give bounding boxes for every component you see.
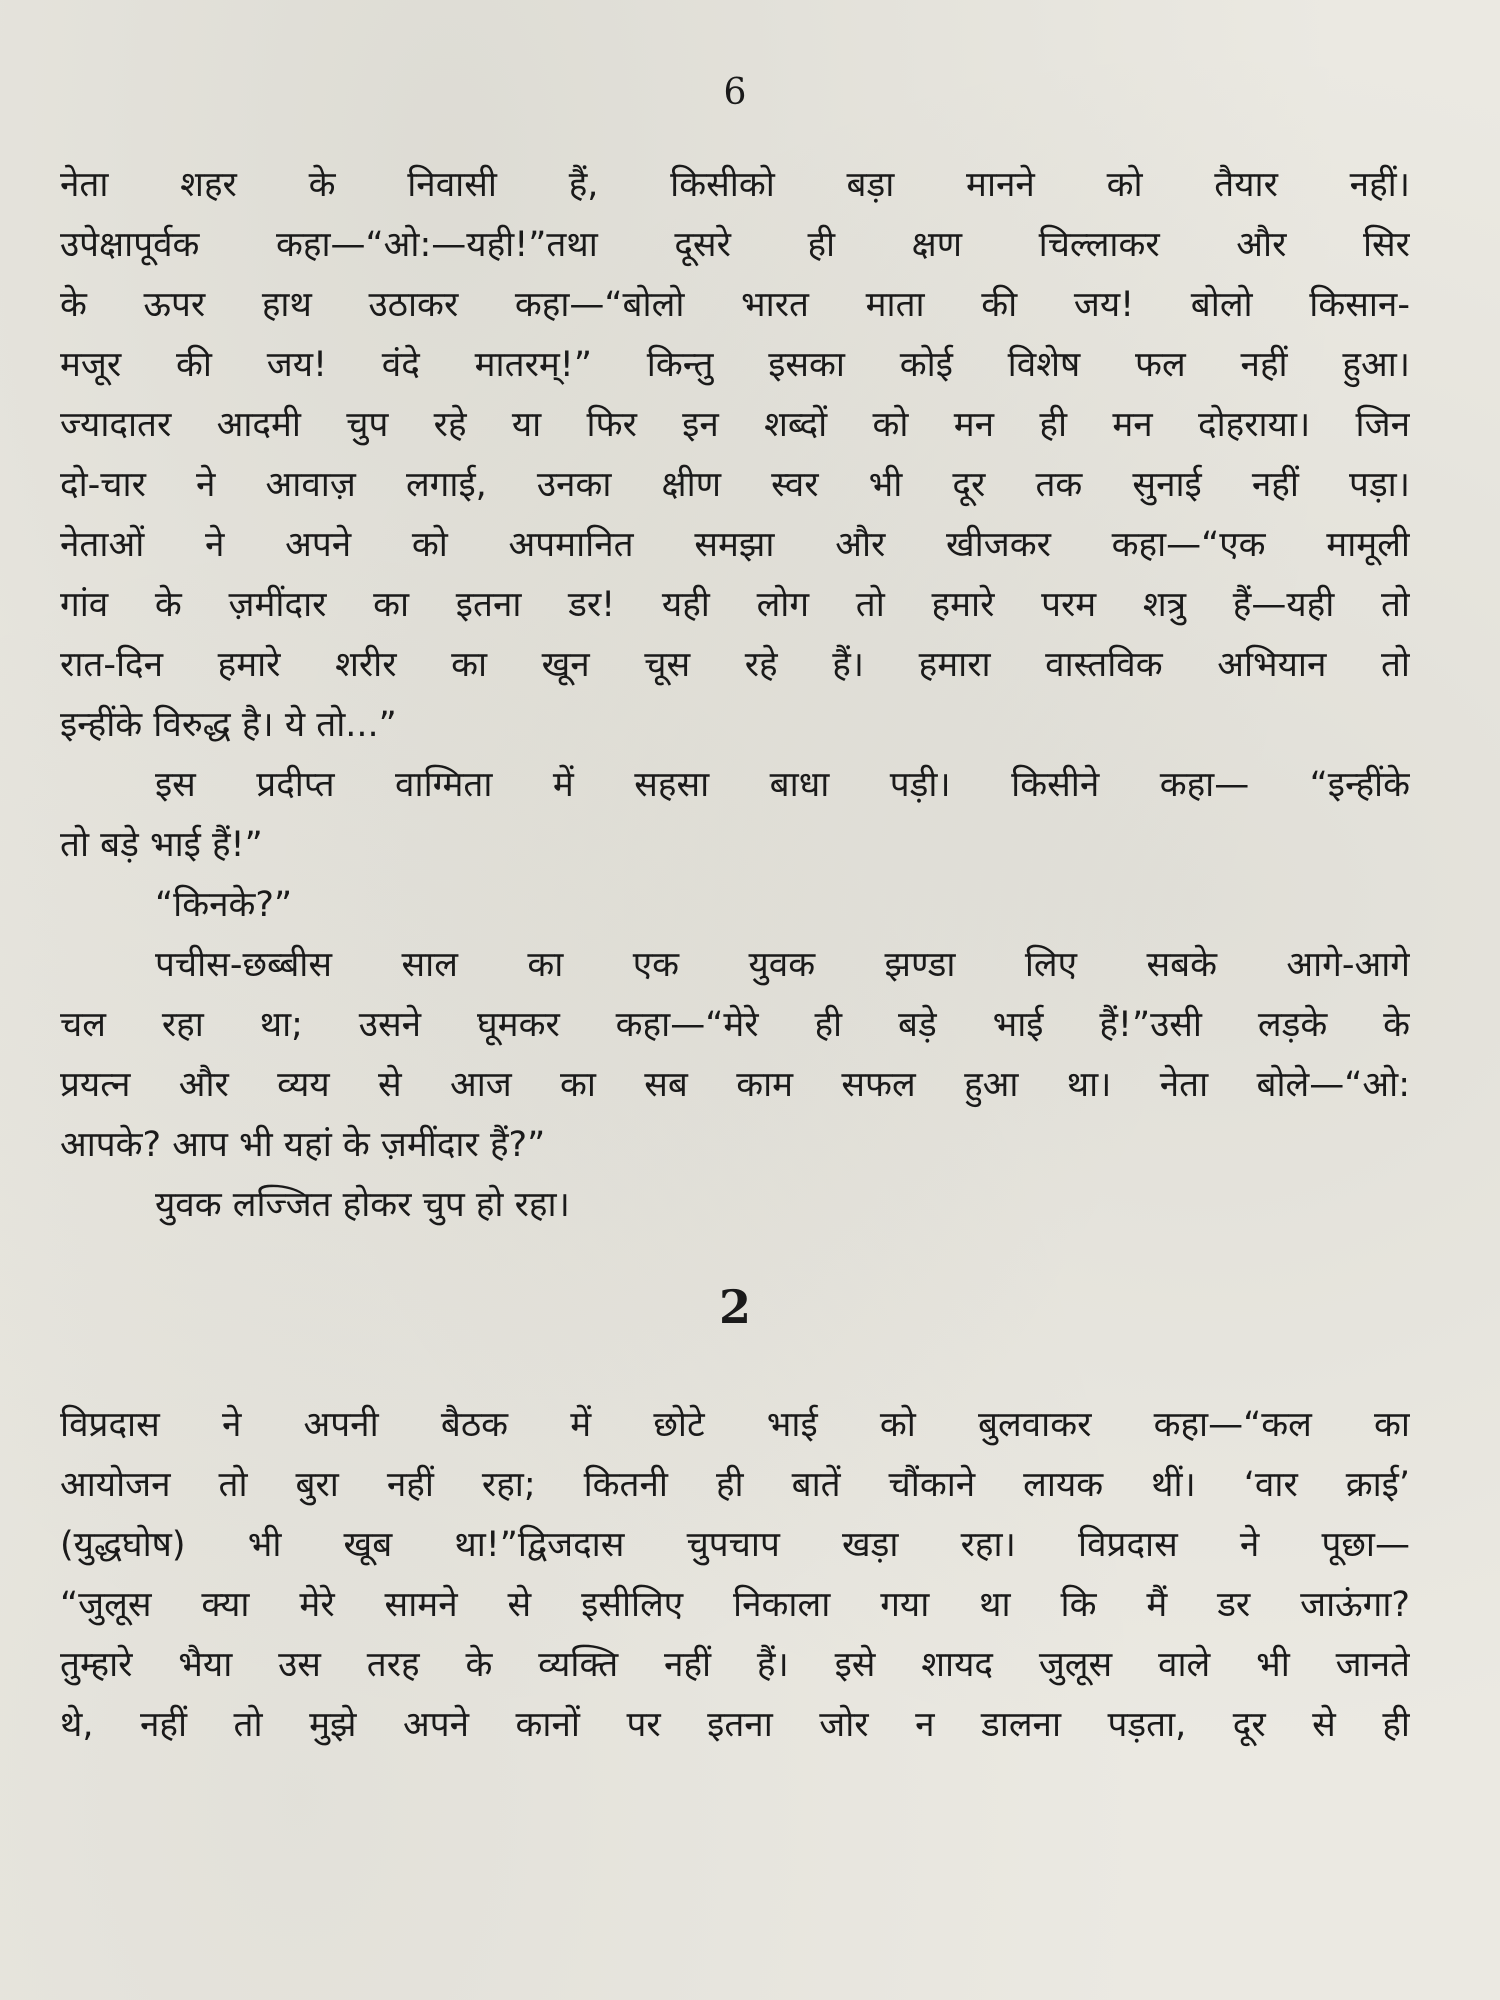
paragraph-block-2 (60, 1395, 1410, 1755)
text-line: रात-दिन हमारे शरीर का खून चूस रहे हैं। हमारा वास्तविक अभियान तो (60, 645, 1410, 685)
paragraph-block-1 (60, 155, 1410, 1235)
text-line: “किनके?” (155, 885, 293, 925)
text-line: चल रहा था; उसने घूमकर कहा—“मेरे ही बड़े भाई हैं!”उसी लड़के के (60, 1005, 1410, 1045)
text-line: आयोजन तो बुरा नहीं रहा; कितनी ही बातें चौंकाने लायक थीं। ‘वार क्राई’ (60, 1465, 1410, 1505)
text-line: तो बड़े भाई हैं!” (60, 825, 263, 865)
text-line: नेताओं ने अपने को अपमानित समझा और खीजकर कहा—“एक मामूली (60, 525, 1410, 565)
text-line: नेता शहर के निवासी हैं, किसीको बड़ा मानने को तैयार नहीं। (60, 165, 1410, 205)
text-line: पचीस-छब्बीस साल का एक युवक झण्डा लिए सबके आगे-आगे (155, 945, 1410, 985)
text-line: दो-चार ने आवाज़ लगाई, उनका क्षीण स्वर भी दूर तक सुनाई नहीं पड़ा। (60, 465, 1410, 505)
text-line: मजूर की जय! वंदे मातरम्!” किन्तु इसका कोई विशेष फल नहीं हुआ। (60, 345, 1410, 385)
text-line: इस प्रदीप्त वाग्मिता में सहसा बाधा पड़ी। किसीने कहा— “इन्हींके (155, 765, 1410, 805)
text-line: इन्हींके विरुद्ध है। ये तो...” (60, 705, 397, 745)
text-line: तुम्हारे भैया उस तरह के व्यक्ति नहीं हैं। इसे शायद जुलूस वाले भी जानते (60, 1645, 1410, 1685)
text-line: गांव के ज़मींदार का इतना डर! यही लोग तो हमारे परम शत्रु हैं—यही तो (60, 585, 1410, 625)
text-line: के ऊपर हाथ उठाकर कहा—“बोलो भारत माता की जय! बोलो किसान- (60, 285, 1410, 325)
text-line: युवक लज्जित होकर चुप हो रहा। (155, 1185, 570, 1225)
page-number: 6 (723, 72, 747, 113)
text-line: (युद्धघोष) भी खूब था!”द्विजदास चुपचाप खड़ा रहा। विप्रदास ने पूछा— (60, 1525, 1410, 1565)
text-line: ज्यादातर आदमी चुप रहे या फिर इन शब्दों को मन ही मन दोहराया। जिन (60, 405, 1410, 445)
text-line: विप्रदास ने अपनी बैठक में छोटे भाई को बुलवाकर कहा—“कल का (60, 1405, 1410, 1445)
text-line: थे, नहीं तो मुझे अपने कानों पर इतना जोर न डालना पड़ता, दूर से ही (60, 1705, 1410, 1745)
section-number: 2 (718, 1280, 751, 1334)
text-line: उपेक्षापूर्वक कहा—“ओ:—यही!”तथा दूसरे ही क्षण चिल्लाकर और सिर (60, 225, 1410, 265)
text-line: “जुलूस क्या मेरे सामने से इसीलिए निकाला गया था कि मैं डर जाऊंगा? (60, 1585, 1410, 1625)
text-line: प्रयत्न और व्यय से आज का सब काम सफल हुआ था। नेता बोले—“ओ: (60, 1065, 1410, 1105)
text-line: आपके? आप भी यहां के ज़मींदार हैं?” (60, 1125, 546, 1165)
